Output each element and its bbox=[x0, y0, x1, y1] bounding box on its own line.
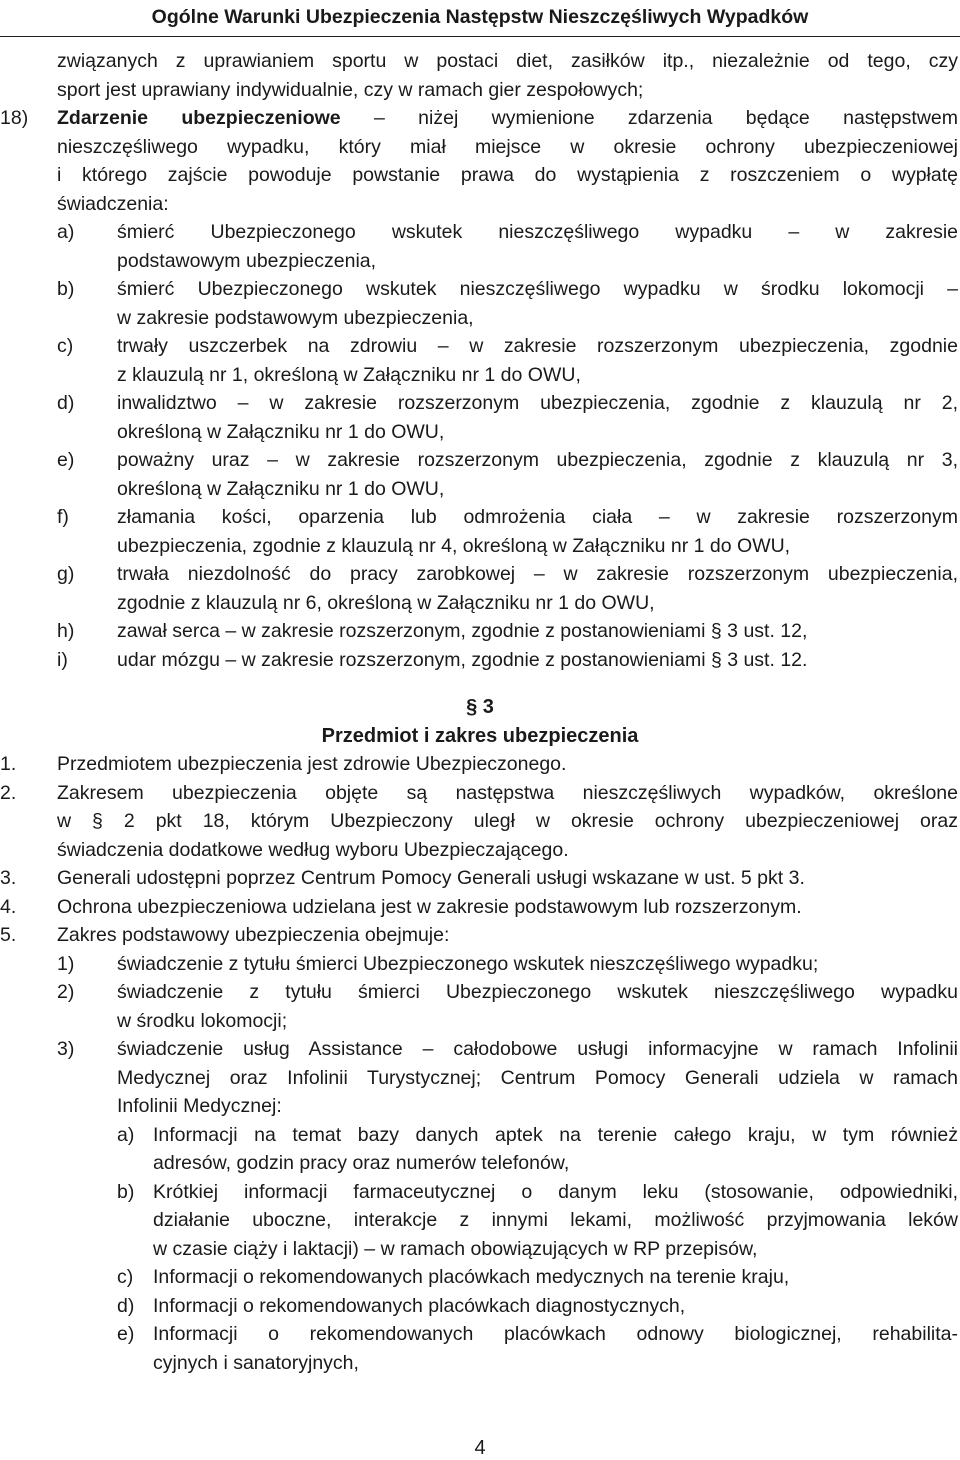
item-label: d) bbox=[57, 392, 75, 414]
definition-subitem bbox=[0, 560, 960, 617]
text-line: w § 2 pkt 18, którym Ubezpieczony uległ w okresie ochrony ubezpieczeniowej oraz bbox=[57, 810, 958, 832]
item-label: h) bbox=[57, 620, 75, 642]
item-label: 4. bbox=[0, 895, 17, 918]
item-label: i) bbox=[57, 648, 68, 671]
text-line: w zakresie podstawowym ubezpieczenia, bbox=[117, 306, 474, 329]
item-label: a) bbox=[57, 221, 75, 243]
section-number: § 3 bbox=[466, 696, 494, 718]
definition-text: – niżej wymienione zdarzenia będące następstwem bbox=[340, 107, 958, 129]
section-title: Przedmiot i zakres ubezpieczenia bbox=[321, 724, 639, 747]
text-line: Informacji o rekomendowanych placówkach odnowy biologicznej, rehabilita- bbox=[153, 1323, 958, 1345]
text-line: określoną w Załączniku nr 1 do OWU, bbox=[117, 420, 445, 443]
item-label: 3) bbox=[57, 1038, 75, 1060]
section-points bbox=[0, 750, 960, 950]
definition-subitem bbox=[0, 275, 960, 332]
text-line: inwalidztwo – w zakresie rozszerzonym ubezpieczenia, zgodnie z klauzulą nr 2, bbox=[117, 392, 958, 414]
text-line: adresów, godzin pracy oraz numerów telefonów, bbox=[153, 1152, 570, 1174]
text-line: sport jest uprawiany indywidualnie, czy w ramach gier zespołowych; bbox=[57, 78, 644, 101]
text-line: związanych z uprawianiem sportu w postaci diet, zasiłków itp., niezależnie od tego, czy bbox=[57, 50, 958, 72]
definition-subitem bbox=[0, 332, 960, 389]
definition-subitem bbox=[0, 218, 960, 275]
assistance-item bbox=[0, 1121, 960, 1178]
definition-subitem bbox=[0, 503, 960, 560]
item-label: f) bbox=[57, 506, 69, 528]
text-line: Informacji o rekomendowanych placówkach diagnostycznych, bbox=[153, 1294, 686, 1317]
scope-item bbox=[0, 950, 960, 979]
text-line: trwała niezdolność do pracy zarobkowej – w zakresie rozszerzonym ubezpieczenia, bbox=[117, 563, 958, 585]
item-label: e) bbox=[117, 1323, 135, 1345]
document-content bbox=[0, 47, 960, 1377]
text-line: śmierć Ubezpieczonego wskutek nieszczęśliwego wypadku – w zakresie bbox=[117, 221, 958, 243]
item-number: 18) bbox=[0, 107, 29, 129]
section-point bbox=[0, 893, 960, 922]
text-line: ubezpieczenia, zgodnie z klauzulą nr 4, określoną w Załączniku nr 1 do OWU, bbox=[117, 534, 791, 557]
text-line: złamania kości, oparzenia lub odmrożenia ciała – w zakresie rozszerzonym bbox=[117, 506, 958, 528]
text-line: zawał serca – w zakresie rozszerzonym, zgodnie z postanowieniami § 3 ust. 12, bbox=[117, 620, 808, 642]
text-line: Generali udostępni poprzez Centrum Pomocy Generali usługi wskazane w ust. 5 pkt 3. bbox=[57, 867, 805, 889]
text-line: Medycznej oraz Infolinii Turystycznej; Centrum Pomocy Generali udziela w ramach bbox=[117, 1066, 958, 1089]
text-line: poważny uraz – w zakresie rozszerzonym ubezpieczenia, zgodnie z klauzulą nr 3, bbox=[117, 449, 958, 471]
definition-18-subitems bbox=[0, 218, 960, 674]
text-line: i którego zajście powoduje powstanie prawa do wystąpienia z roszczeniem o wypłatę bbox=[57, 164, 958, 186]
item-label: e) bbox=[57, 449, 75, 471]
text-line: świadczenia: bbox=[57, 192, 169, 215]
page-number: 4 bbox=[474, 1437, 486, 1459]
section-point bbox=[0, 779, 960, 865]
text-line: działanie uboczne, interakcje z innymi lekami, możliwość przyjmowania leków bbox=[153, 1209, 958, 1231]
item-label: 3. bbox=[0, 867, 17, 889]
item-label: a) bbox=[117, 1123, 135, 1146]
assistance-services-list bbox=[0, 1121, 960, 1378]
defined-term: Zdarzenie ubezpieczeniowe bbox=[57, 107, 341, 129]
text-line: Informacji o rekomendowanych placówkach medycznych na terenie kraju, bbox=[153, 1266, 790, 1288]
text-line: nieszczęśliwego wypadku, który miał miejsce w okresie ochrony ubezpieczeniowej bbox=[57, 135, 958, 158]
text-line: śmierć Ubezpieczonego wskutek nieszczęśliwego wypadku w środku lokomocji – bbox=[117, 278, 958, 300]
item-label: 1. bbox=[0, 753, 17, 775]
text-line: świadczenie z tytułu śmierci Ubezpieczonego wskutek nieszczęśliwego wypadku; bbox=[117, 952, 819, 975]
item-label: 5. bbox=[0, 924, 17, 946]
assistance-item bbox=[0, 1263, 960, 1292]
text-line: cyjnych i sanatoryjnych, bbox=[153, 1351, 359, 1374]
page-header-title: Ogólne Warunki Ubezpieczenia Następstw Nieszczęśliwych Wypadków bbox=[151, 6, 809, 28]
item-label: g) bbox=[57, 563, 75, 585]
text-line: Zakresem ubezpieczenia objęte są następstwa nieszczęśliwych wypadków, określone bbox=[57, 781, 958, 804]
item-label: 2. bbox=[0, 781, 17, 804]
text-line: Krótkiej informacji farmaceutycznej o danym leku (stosowanie, odpowiedniki, bbox=[153, 1180, 958, 1203]
section-point bbox=[0, 750, 960, 779]
text-line: w czasie ciąży i laktacji) – w ramach obowiązujących w RP przepisów, bbox=[153, 1237, 758, 1260]
scope-item bbox=[0, 978, 960, 1035]
scope-item bbox=[0, 1035, 960, 1121]
assistance-item bbox=[0, 1178, 960, 1264]
section-point bbox=[0, 921, 960, 950]
text-line: podstawowym ubezpieczenia, bbox=[117, 249, 377, 272]
item-label: b) bbox=[57, 278, 75, 300]
item-label: 1) bbox=[57, 952, 75, 975]
text-line: określoną w Załączniku nr 1 do OWU, bbox=[117, 477, 445, 500]
item-label: c) bbox=[117, 1266, 134, 1288]
text-line: świadczenie z tytułu śmierci Ubezpieczonego wskutek nieszczęśliwego wypadku bbox=[117, 981, 958, 1003]
text-line: z klauzulą nr 1, określoną w Załączniku nr 1 do OWU, bbox=[117, 363, 581, 386]
text-line: Zakres podstawowy ubezpieczenia obejmuje: bbox=[57, 924, 450, 946]
text-line: udar mózgu – w zakresie rozszerzonym, zgodnie z postanowieniami § 3 ust. 12. bbox=[117, 648, 808, 671]
header-divider bbox=[0, 36, 960, 37]
text-line: Ochrona ubezpieczeniowa udzielana jest w zakresie podstawowym lub rozszerzonym. bbox=[57, 895, 802, 918]
text-line: trwały uszczerbek na zdrowiu – w zakresie rozszerzonym ubezpieczenia, zgodnie bbox=[117, 335, 958, 357]
item-label: d) bbox=[117, 1294, 135, 1317]
item-label: c) bbox=[57, 335, 74, 357]
definition-subitem bbox=[0, 446, 960, 503]
definition-item-18 bbox=[0, 104, 960, 218]
text-line bbox=[57, 104, 958, 133]
text-line: świadczenia dodatkowe według wyboru Ubezpieczającego. bbox=[57, 838, 569, 861]
text-line: zgodnie z klauzulą nr 6, określoną w Załączniku nr 1 do OWU, bbox=[117, 591, 655, 614]
text-line: świadczenie usług Assistance – całodobowe usługi informacyjne w ramach Infolinii bbox=[117, 1038, 958, 1060]
text-line: w środku lokomocji; bbox=[117, 1009, 288, 1032]
text-line: Infolinii Medycznej: bbox=[117, 1095, 282, 1117]
definition-subitem bbox=[0, 617, 960, 646]
assistance-item bbox=[0, 1320, 960, 1377]
text-line: Przedmiotem ubezpieczenia jest zdrowie Ubezpieczonego. bbox=[57, 753, 567, 775]
item-label: b) bbox=[117, 1180, 135, 1203]
definition-subitem bbox=[0, 646, 960, 675]
assistance-item bbox=[0, 1292, 960, 1321]
section-point bbox=[0, 864, 960, 893]
basic-scope-list bbox=[0, 950, 960, 1121]
text-line: Informacji na temat bazy danych aptek na terenie całego kraju, w tym również bbox=[153, 1123, 958, 1146]
item-label: 2) bbox=[57, 981, 75, 1003]
definition-subitem bbox=[0, 389, 960, 446]
